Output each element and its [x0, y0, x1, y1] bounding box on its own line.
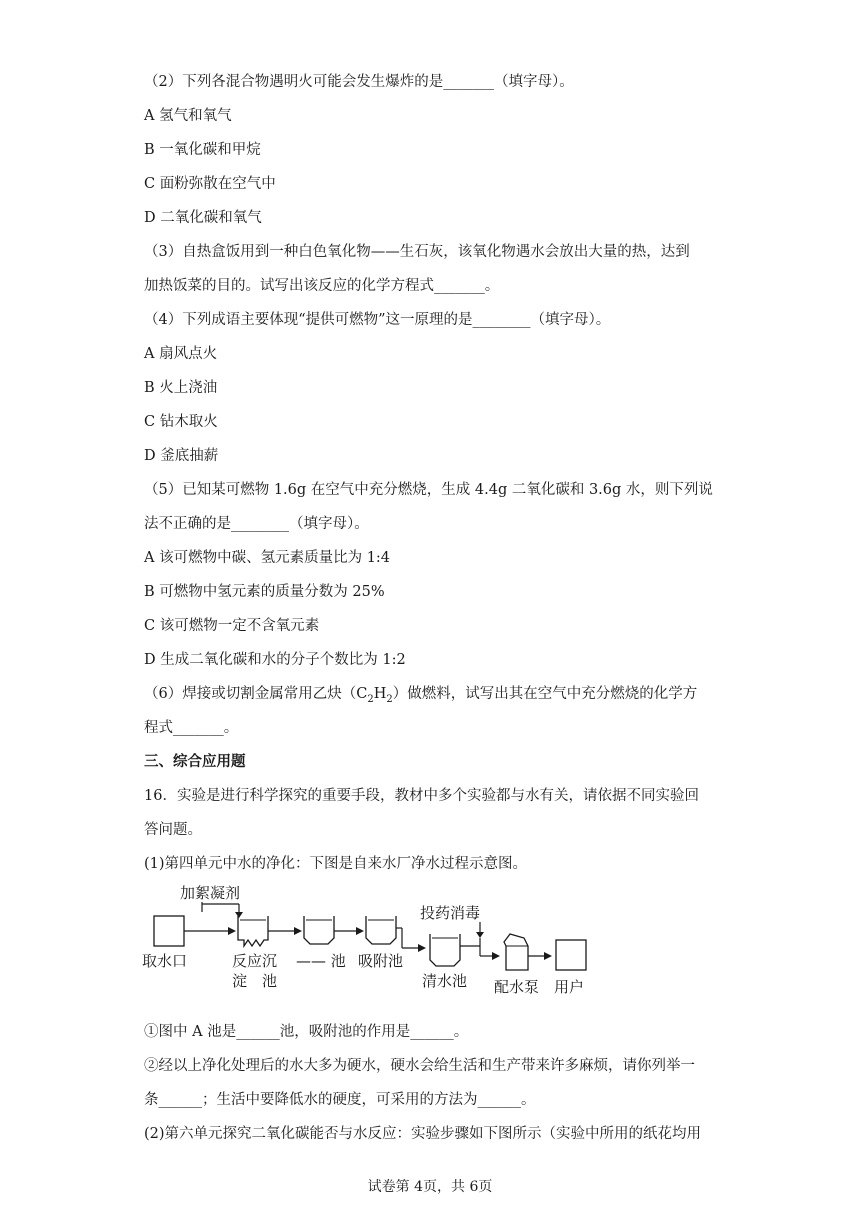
question-16-line1: 16．实验是进行科学探究的重要手段，教材中多个实验都与水有关，请依据不同实验回 — [144, 788, 699, 804]
question-3-line1: （3）自热盒饭用到一种白色氧化物——生石灰，该氧化物遇水会放出大量的热，达到 — [144, 244, 690, 260]
question-4: （4）下列成语主要体现“提供可燃物”这一原理的是________（填字母）。 — [144, 312, 611, 328]
option-5a: A 该可燃物中碳、氢元素质量比为 1:4 — [144, 550, 391, 566]
sub-question-1: ①图中 A 池是______池，吸附池的作用是______。 — [144, 1024, 469, 1040]
option-4b: B 火上浇油 — [144, 380, 218, 396]
question-3-line2: 加热饭菜的目的。试写出该反应的化学方程式_______。 — [144, 278, 500, 294]
q6-sub2: 2 — [386, 693, 393, 705]
sub-question-2-line2: 条______；生活中要降低水的硬度，可采用的方法为______。 — [144, 1092, 536, 1108]
label-a-pool: —— 池 — [296, 952, 346, 970]
option-5c: C 该可燃物一定不含氧元素 — [144, 618, 320, 634]
option-2a: A 氢气和氧气 — [144, 108, 232, 124]
label-intake: 取水口 — [142, 952, 188, 970]
label-clear-water: 清水池 — [422, 972, 468, 990]
label-reaction-2: 淀 池 — [232, 972, 278, 990]
question-6-line1 — [144, 684, 697, 710]
option-2b: B 一氧化碳和甲烷 — [144, 142, 261, 158]
option-2d: D 二氧化碳和氧气 — [144, 210, 262, 226]
question-2: （2）下列各混合物遇明火可能会发生爆炸的是_______（填字母）。 — [144, 74, 574, 90]
option-5d: D 生成二氧化碳和水的分子个数比为 1:2 — [144, 652, 406, 668]
section-3-title: 三、综合应用题 — [144, 753, 246, 770]
question-16-part1: (1)第四单元中水的净化：下图是自来水厂净水过程示意图。 — [144, 856, 528, 872]
pump-icon — [504, 934, 528, 970]
question-5-line1: （5）已知某可燃物 1.6g 在空气中充分燃烧，生成 4.4g 二氧化碳和 3.6g 水，则下列说 — [144, 482, 713, 498]
label-coagulant: 加絮凝剂 — [180, 884, 241, 902]
label-pump: 配水泵 — [494, 978, 540, 996]
clear-water-tank — [430, 934, 460, 966]
intake-box — [154, 916, 184, 946]
question-5-line2: 法不正确的是________（填字母）。 — [144, 516, 369, 532]
water-purification-diagram — [140, 880, 600, 1000]
option-4a: A 扇风点火 — [144, 346, 218, 362]
label-reaction-1: 反应沉 — [232, 952, 278, 970]
user-box — [556, 940, 586, 970]
option-4d: D 釜底抽薪 — [144, 448, 219, 464]
label-disinfect: 投药消毒 — [420, 904, 481, 922]
sub-question-2-line1: ②经以上净化处理后的水大多为硬水，硬水会给生活和生产带来许多麻烦，请你列举一 — [144, 1058, 695, 1074]
option-4c: C 钻木取火 — [144, 414, 218, 430]
q6-post: ）做燃料，试写出其在空气中充分燃烧的化学方 — [392, 686, 698, 702]
q6-sub1: 2 — [367, 693, 374, 705]
label-user: 用户 — [554, 978, 585, 996]
option-5b: B 可燃物中氢元素的质量分数为 25% — [144, 584, 385, 600]
question-16-line2: 答问题。 — [144, 822, 202, 838]
question-6-line2: 程式_______。 — [144, 720, 239, 736]
label-adsorption: 吸附池 — [358, 952, 404, 970]
page-footer: 试卷第 4页，共 6页 — [367, 1179, 493, 1195]
option-2c: C 面粉弥散在空气中 — [144, 176, 276, 192]
question-16-part2: (2)第六单元探究二氧化碳能否与水反应：实验步骤如下图所示（实验中所用的纸花均用 — [144, 1126, 702, 1142]
q6-mid: H — [373, 686, 387, 702]
q6-pre: （6）焊接或切割金属常用乙炔（C — [144, 686, 368, 702]
